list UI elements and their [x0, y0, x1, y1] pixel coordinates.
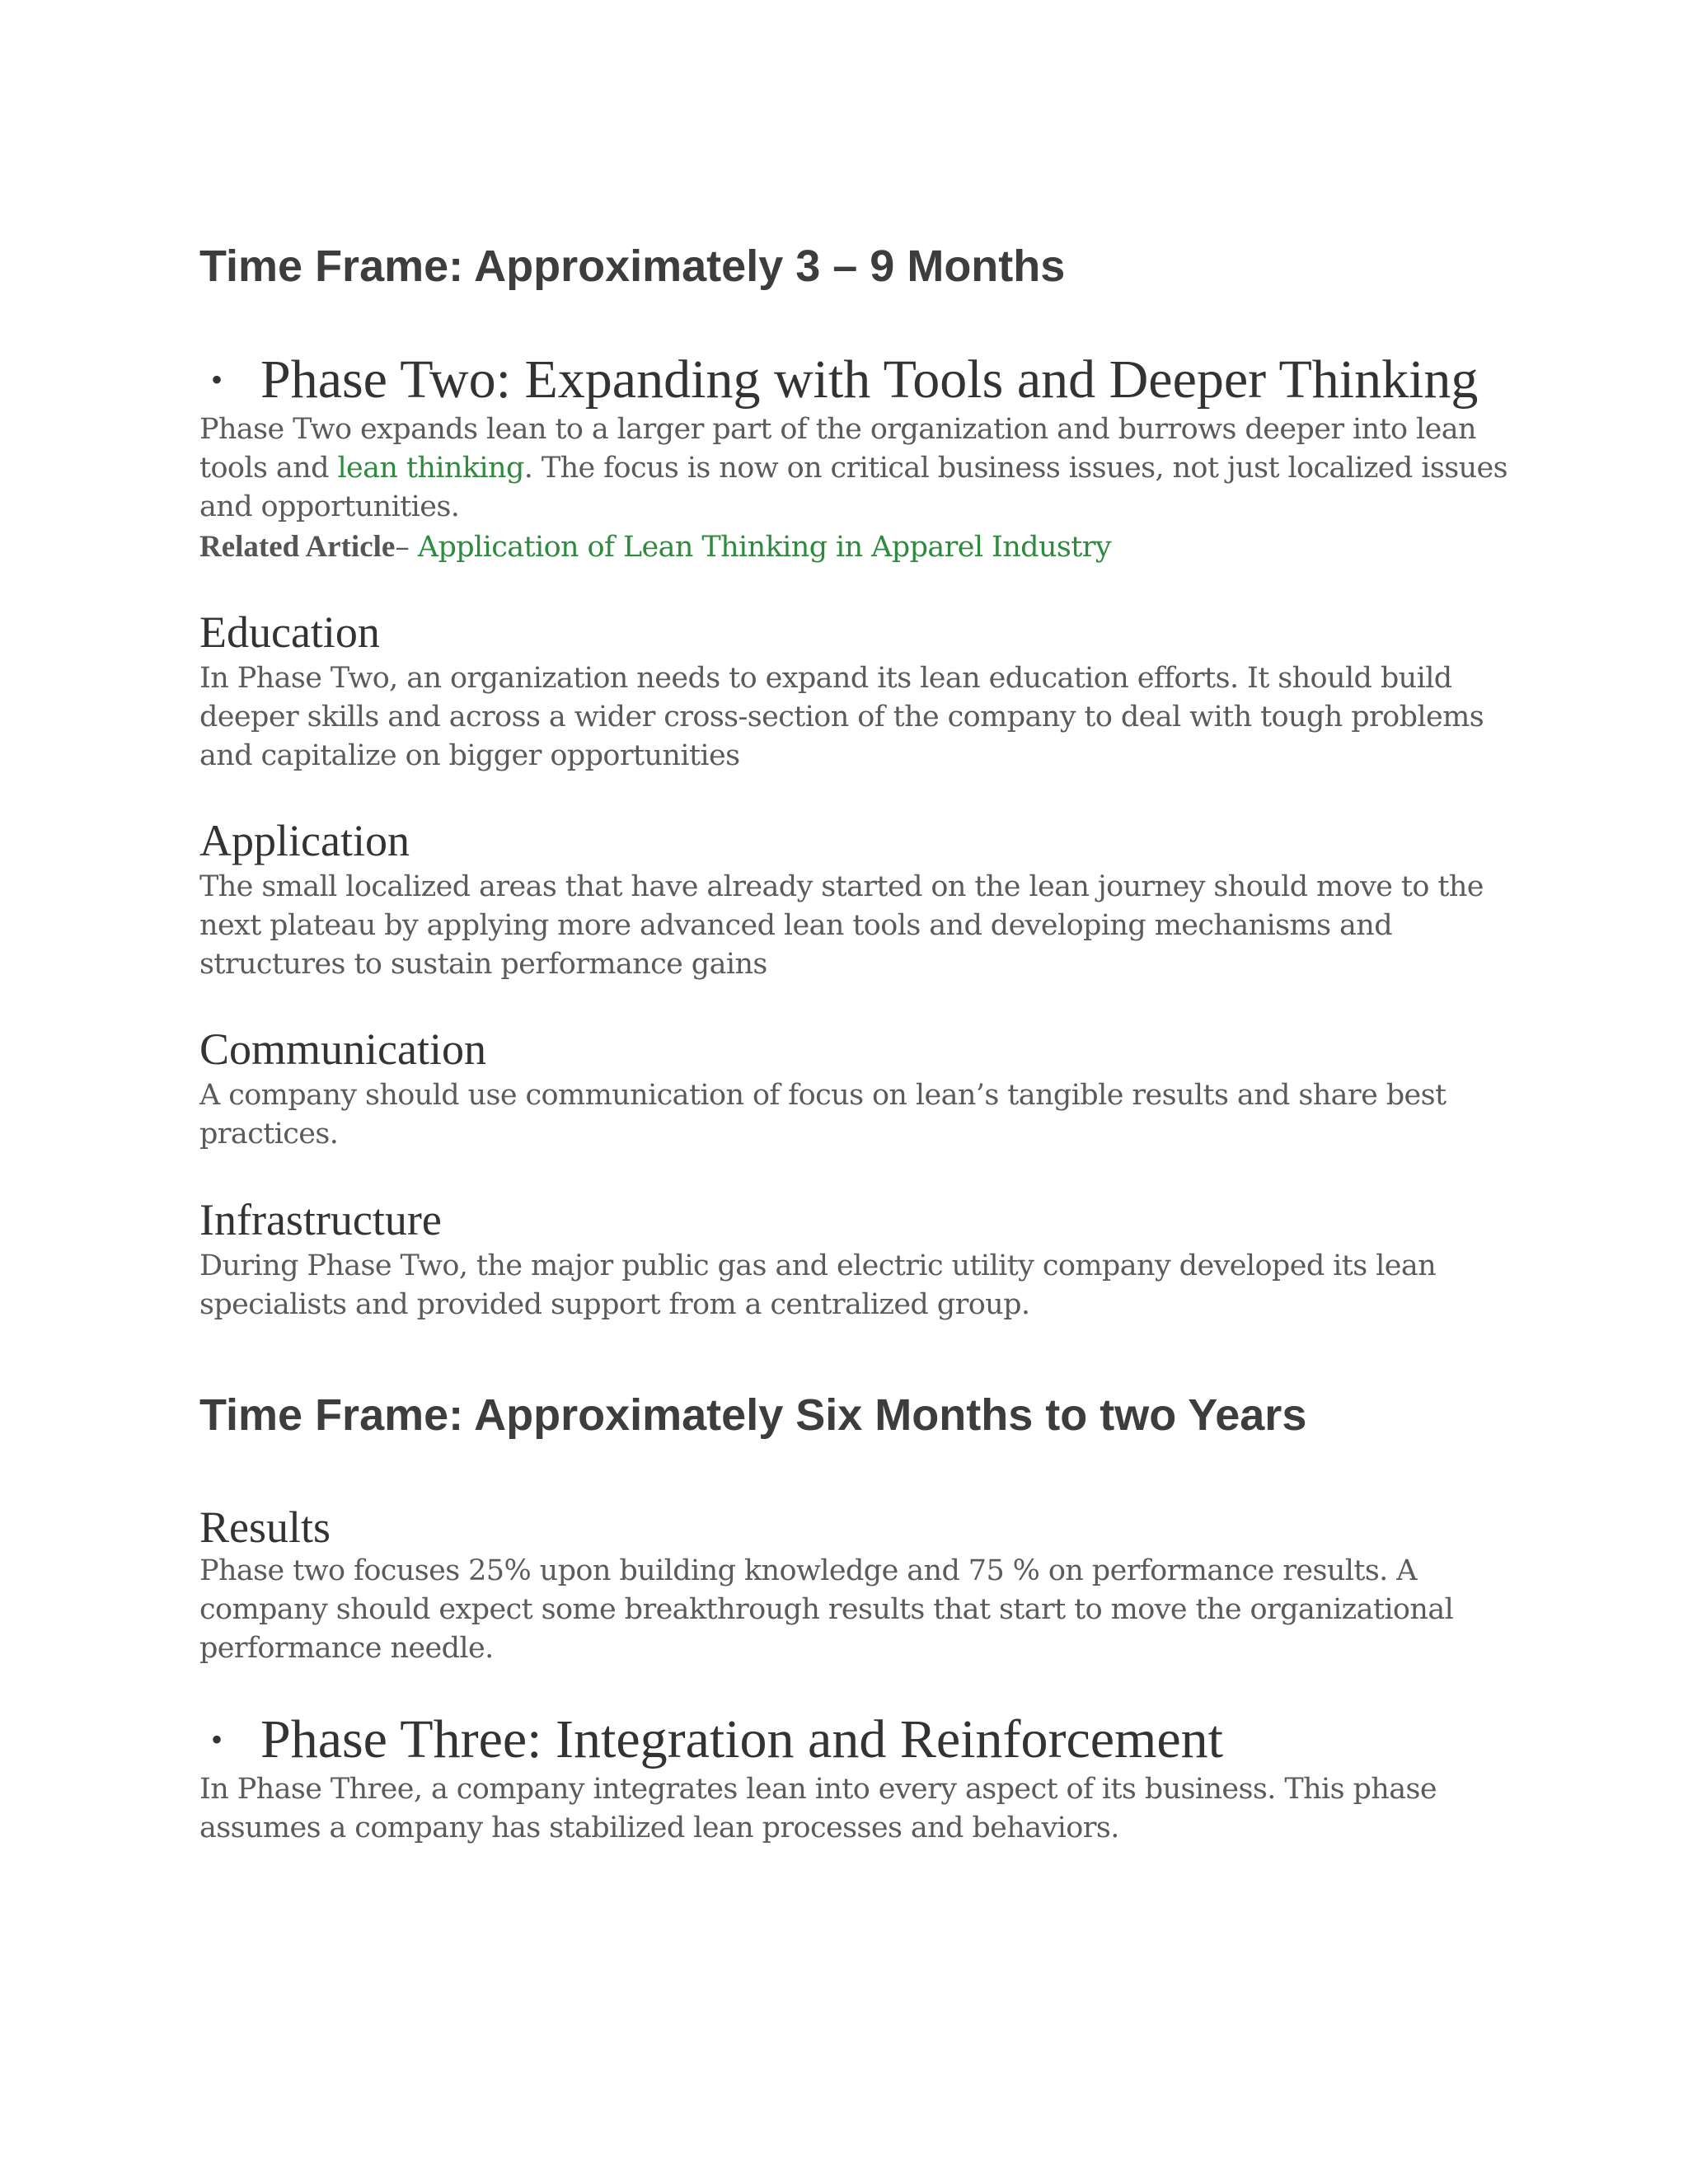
phase-three-body: In Phase Three, a company integrates lean into every aspect of its business. This phase assumes a company has stabilized lean processes and behaviors. [199, 1773, 1437, 1844]
bullet-icon: • [211, 360, 223, 398]
bullet-icon: • [211, 1720, 223, 1758]
phase-three-heading [199, 1709, 1224, 1769]
communication-body: A company should use communication of focus on lean’s tangible results and share best practices. [199, 1079, 1447, 1151]
education-body: In Phase Two, an organization needs to expand its lean education efforts. It should build deeper skills and across a wider cross-section of the company to deal with tough problems and capitalize on bigger opportunities [199, 662, 1484, 772]
application-heading: Application [199, 816, 410, 865]
phase-two-intro-text-end: . The focus is now on critical business issues, not just localized issues and opportunities. [199, 452, 1507, 523]
phase-two-heading [199, 349, 1479, 410]
phase-two-intro [199, 410, 1518, 527]
related-article-link[interactable]: Application of Lean Thinking in Apparel Industry [417, 531, 1112, 564]
time-frame-heading-2: Time Frame: Approximately Six Months to two Years [199, 1390, 1307, 1440]
related-article-label: Related Article [199, 530, 396, 564]
infrastructure-heading: Infrastructure [199, 1195, 442, 1244]
related-article [199, 527, 1111, 567]
communication-heading: Communication [199, 1024, 486, 1074]
phase-two-intro-text: Phase Two expands lean to a larger part of the organization and burrows deeper into lean tools and [199, 413, 1476, 485]
time-frame-heading-1: Time Frame: Approximately 3 – 9 Months [199, 241, 1066, 291]
phase-three-title: Phase Three: Integration and Reinforcement [260, 1709, 1224, 1769]
education-heading: Education [199, 607, 380, 657]
lean-thinking-link[interactable]: lean thinking [337, 452, 524, 485]
results-body: Phase two focuses 25% upon building knowledge and 75 % on performance results. A company should expect some breakthrough results that start to move the organizational performance needle. [199, 1554, 1454, 1665]
related-article-dash: – [395, 531, 418, 564]
results-heading: Results [199, 1502, 331, 1552]
application-body: The small localized areas that have already started on the lean journey should move to the next plateau by applying more advanced lean tools and developing mechanisms and structures to sustain performance gains [199, 870, 1484, 981]
phase-two-title: Phase Two: Expanding with Tools and Deeper Thinking [260, 349, 1479, 410]
infrastructure-body: During Phase Two, the major public gas and electric utility company developed its lean specialists and provided support from a centralized group. [199, 1249, 1437, 1321]
